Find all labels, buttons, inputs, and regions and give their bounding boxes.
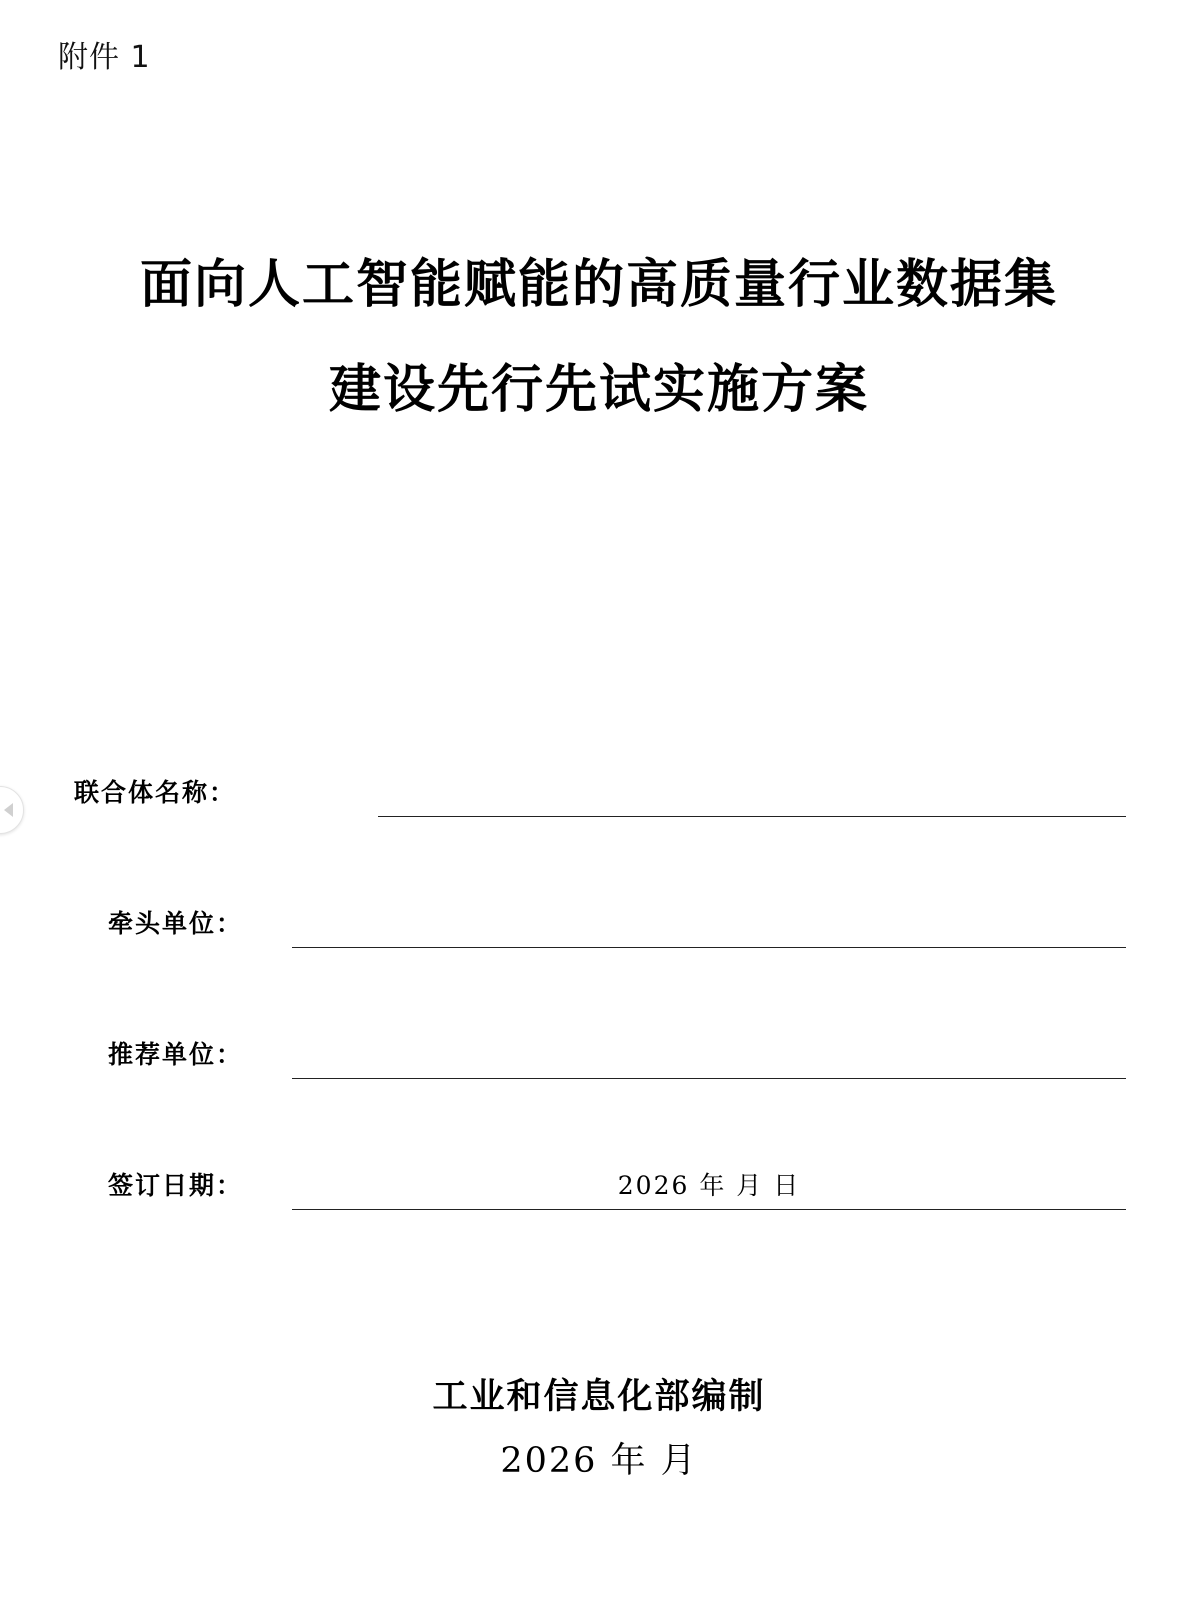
footer-date: 2026 年 月 bbox=[500, 1441, 698, 1481]
signature-fields bbox=[0, 700, 1198, 1224]
title-line-1: 面向人工智能赋能的高质量行业数据集 bbox=[139, 254, 1058, 315]
document-title bbox=[0, 232, 1198, 442]
footer-organization: 工业和信息化部编制 bbox=[432, 1376, 766, 1417]
field-underline-recommending-unit bbox=[292, 1078, 1126, 1079]
field-row-recommending-unit bbox=[0, 962, 1198, 1093]
field-label-recommending-unit: 推荐单位： bbox=[108, 1040, 244, 1069]
field-underline-signing-date bbox=[292, 1209, 1126, 1210]
field-label-consortium-name: 联合体名称： bbox=[74, 778, 237, 807]
field-underline-consortium-name bbox=[378, 816, 1126, 817]
field-underline-lead-unit bbox=[292, 947, 1126, 948]
chevron-left-icon bbox=[4, 803, 13, 817]
field-row-consortium-name bbox=[0, 700, 1198, 831]
attachment-label: 附件 1 bbox=[58, 40, 151, 75]
field-label-lead-unit: 牵头单位： bbox=[108, 909, 244, 938]
title-line-2: 建设先行先试实施方案 bbox=[328, 359, 869, 420]
field-row-signing-date bbox=[0, 1093, 1198, 1224]
field-value-signing-date: 2026 年 月 日 bbox=[617, 1171, 801, 1200]
document-footer bbox=[0, 1368, 1198, 1496]
field-label-signing-date: 签订日期： bbox=[108, 1171, 244, 1200]
field-row-lead-unit bbox=[0, 831, 1198, 962]
